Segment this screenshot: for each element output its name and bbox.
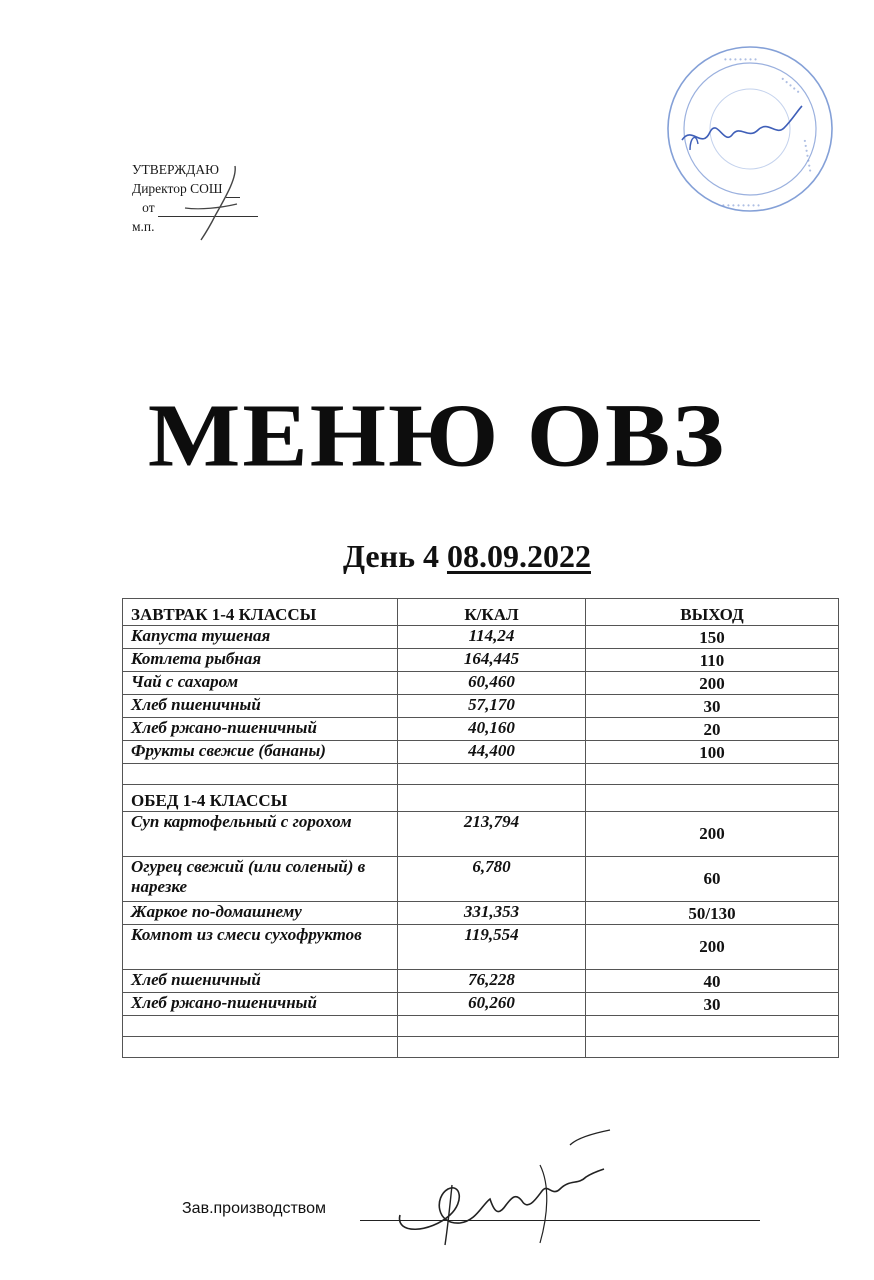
dish-name: Жаркое по-домашнему (123, 902, 398, 925)
empty-cell (398, 764, 586, 785)
dish-name: Чай с сахаром (123, 672, 398, 695)
day-heading (0, 538, 874, 575)
lunch-header: ОБЕД 1-4 КЛАССЫ (123, 785, 398, 812)
dish-name: Хлеб ржано-пшеничный (123, 993, 398, 1016)
empty-cell (398, 1016, 586, 1037)
dish-name: Котлета рыбная (123, 649, 398, 672)
dish-kcal: 164,445 (398, 649, 586, 672)
day-label: День 4 (343, 538, 439, 574)
svg-text:• • • • • • •: • • • • • • • (724, 55, 757, 64)
empty-cell (586, 764, 839, 785)
table-row (123, 902, 839, 925)
dish-kcal: 60,260 (398, 993, 586, 1016)
svg-text:• • • • • • •: • • • • • • • (800, 138, 815, 173)
kcal-header: К/КАЛ (398, 599, 586, 626)
dish-output: 200 (586, 672, 839, 695)
approval-title: УТВЕРЖДАЮ (132, 162, 220, 177)
approval-mp: м.п. (132, 219, 155, 234)
dish-kcal: 40,160 (398, 718, 586, 741)
production-head-signature-icon (390, 1125, 620, 1255)
dish-name: Хлеб пшеничный (123, 970, 398, 993)
table-row (123, 741, 839, 764)
dish-kcal: 6,780 (398, 857, 586, 902)
table-row (123, 672, 839, 695)
table-row (123, 970, 839, 993)
dish-kcal: 114,24 (398, 626, 586, 649)
round-seal-stamp-icon (662, 40, 838, 218)
empty-row (123, 1037, 839, 1058)
empty-cell (586, 785, 839, 812)
empty-cell (586, 1037, 839, 1058)
lunch-header-row (123, 785, 839, 812)
table-row (123, 925, 839, 970)
table-row (123, 993, 839, 1016)
signature-underline (360, 1220, 760, 1221)
footer-signature-line (182, 1200, 326, 1218)
dish-kcal: 44,400 (398, 741, 586, 764)
dish-output: 40 (586, 970, 839, 993)
dish-output: 110 (586, 649, 839, 672)
dish-name: Капуста тушеная (123, 626, 398, 649)
empty-cell (123, 1016, 398, 1037)
dish-name: Суп картофельный с горохом (123, 812, 398, 857)
empty-row (123, 764, 839, 785)
menu-table (122, 598, 839, 1058)
dish-output: 30 (586, 993, 839, 1016)
dish-name: Фрукты свежие (бананы) (123, 741, 398, 764)
breakfast-header-row (123, 599, 839, 626)
table-row (123, 812, 839, 857)
dish-name: Хлеб ржано-пшеничный (123, 718, 398, 741)
dish-name: Огурец свежий (или соленый) в нарезке (123, 857, 398, 902)
breakfast-header: ЗАВТРАК 1-4 КЛАССЫ (123, 599, 398, 626)
dish-kcal: 213,794 (398, 812, 586, 857)
dish-name: Хлеб пшеничный (123, 695, 398, 718)
dish-kcal: 331,353 (398, 902, 586, 925)
dish-output: 50/130 (586, 902, 839, 925)
table-row (123, 695, 839, 718)
dish-kcal: 60,460 (398, 672, 586, 695)
dish-output: 100 (586, 741, 839, 764)
table-row (123, 626, 839, 649)
dish-kcal: 76,228 (398, 970, 586, 993)
table-row (123, 649, 839, 672)
page-title: МЕНЮ ОВЗ (147, 386, 727, 486)
production-head-label: Зав.производством (182, 1200, 326, 1217)
day-date: 08.09.2022 (446, 538, 591, 574)
empty-cell (398, 1037, 586, 1058)
dish-output: 30 (586, 695, 839, 718)
dish-kcal: 119,554 (398, 925, 586, 970)
approval-director-label: Директор СОШ (132, 181, 223, 196)
empty-cell (586, 1016, 839, 1037)
dish-name: Компот из смеси сухофруктов (123, 925, 398, 970)
svg-text:• • • • • • • •: • • • • • • • • (722, 201, 760, 210)
table-row (123, 718, 839, 741)
table-row (123, 857, 839, 902)
empty-row (123, 1016, 839, 1037)
svg-text:• • • • •: • • • • • (778, 74, 803, 97)
dish-output: 20 (586, 718, 839, 741)
dish-output: 200 (586, 812, 839, 857)
dish-output: 200 (586, 925, 839, 970)
director-signature-icon (165, 158, 255, 248)
dish-kcal: 57,170 (398, 695, 586, 718)
empty-cell (123, 764, 398, 785)
dish-output: 60 (586, 857, 839, 902)
approval-date-label: от (142, 200, 155, 215)
empty-cell (398, 785, 586, 812)
output-header: ВЫХОД (586, 599, 839, 626)
empty-cell (123, 1037, 398, 1058)
dish-output: 150 (586, 626, 839, 649)
